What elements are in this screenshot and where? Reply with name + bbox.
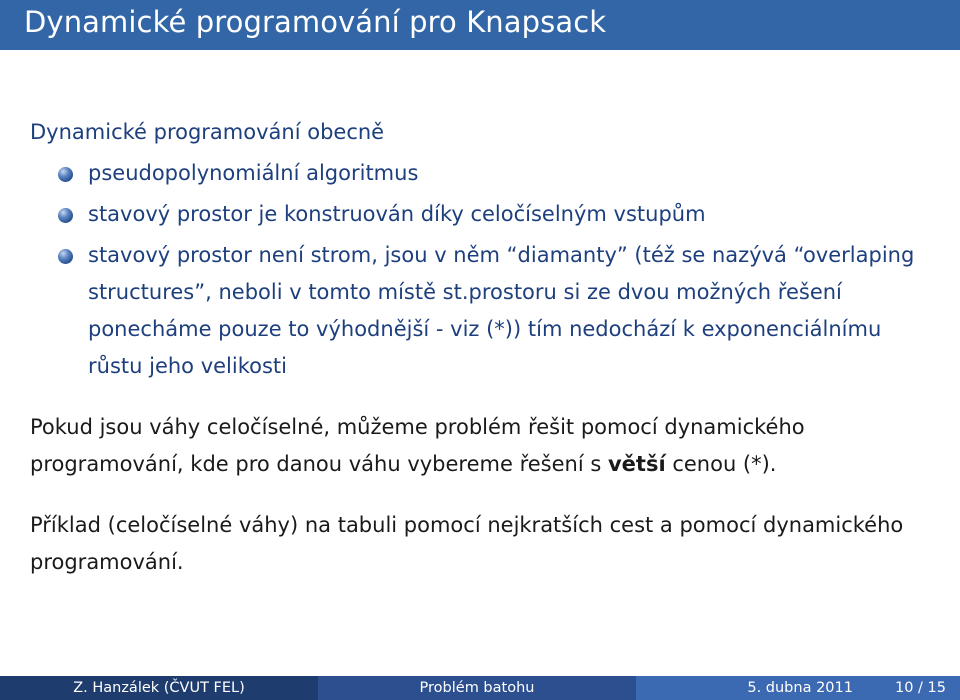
footer-bar <box>0 676 960 700</box>
footer-date-page <box>636 676 960 700</box>
bullet-text: pseudopolynomiální algoritmus <box>88 161 419 185</box>
section-heading: Dynamické programování obecně <box>30 120 385 144</box>
bullet-ball-icon <box>58 167 73 182</box>
bullet-item <box>30 155 935 192</box>
footer-page-number: 10 / 15 <box>894 680 946 696</box>
paragraph-text: Pokud jsou váhy celočíselné, můžeme problém řešit pomocí dynamického programování, kde pro danou váhu vybereme řešení s <box>30 415 805 476</box>
footer-date: 5. dubna 2011 <box>747 680 853 696</box>
bullet-ball-icon <box>58 249 73 264</box>
bullet-list <box>30 155 935 385</box>
paragraph-dynamic-programming <box>30 409 935 483</box>
bullet-ball-icon <box>58 208 73 223</box>
footer-author: Z. Hanzálek (ČVUT FEL) <box>0 676 318 700</box>
bullet-text: stavový prostor je konstruován díky celočíselným vstupům <box>88 202 706 226</box>
bullet-text: stavový prostor není strom, jsou v něm “diamanty” (též se nazývá “overlaping structures”, neboli v tomto místě st.prostoru si ze dvou možných řešení ponecháme pouze to výhodnější - viz (*)) tím nedochází k exponenciálnímu růstu jeho velikosti <box>88 243 915 378</box>
bold-emphasis: větší <box>607 452 666 476</box>
paragraph-text: cenou (*). <box>665 452 777 476</box>
slide-title: Dynamické programování pro Knapsack <box>24 5 607 39</box>
bullet-item <box>30 237 935 385</box>
paragraph-example: Příklad (celočíselné váhy) na tabuli pomocí nejkratších cest a pomocí dynamického programování. <box>30 513 904 574</box>
title-bar <box>0 0 960 50</box>
bullet-item <box>30 196 935 233</box>
slide-content <box>30 113 935 581</box>
footer-talk-title: Problém batohu <box>318 676 636 700</box>
